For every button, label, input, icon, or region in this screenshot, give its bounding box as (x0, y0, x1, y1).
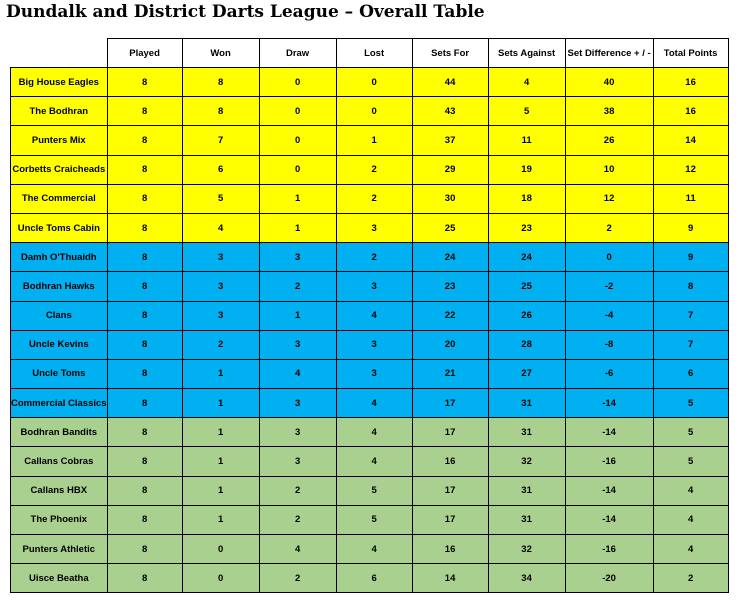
table-row (11, 476, 729, 505)
set-difference-cell: 2 (565, 213, 653, 242)
sets-for-cell: 17 (412, 505, 488, 534)
sets-for-cell: 29 (412, 155, 488, 184)
draw-cell: 3 (259, 389, 336, 418)
draw-cell: 4 (259, 535, 336, 564)
column-header-sets-for: Sets For (412, 39, 488, 68)
sets-for-cell: 16 (412, 447, 488, 476)
sets-for-cell: 22 (412, 301, 488, 330)
table-row (11, 97, 729, 126)
played-cell: 8 (107, 535, 182, 564)
set-difference-cell: -20 (565, 564, 653, 593)
won-cell: 1 (182, 447, 259, 476)
team-name-cell: Uisce Beatha (11, 564, 108, 593)
sets-for-cell: 21 (412, 359, 488, 388)
team-name-cell: The Bodhran (11, 97, 108, 126)
team-name-cell: Big House Eagles (11, 68, 108, 97)
set-difference-cell: 40 (565, 68, 653, 97)
sets-against-cell: 19 (488, 155, 565, 184)
set-difference-cell: -16 (565, 535, 653, 564)
sets-against-cell: 26 (488, 301, 565, 330)
sets-for-cell: 17 (412, 476, 488, 505)
table-row (11, 447, 729, 476)
sets-against-cell: 24 (488, 243, 565, 272)
total-points-cell: 16 (653, 68, 728, 97)
draw-cell: 0 (259, 126, 336, 155)
won-cell: 2 (182, 330, 259, 359)
table-row (11, 155, 729, 184)
draw-cell: 2 (259, 476, 336, 505)
set-difference-cell: 10 (565, 155, 653, 184)
draw-cell: 3 (259, 447, 336, 476)
lost-cell: 4 (336, 535, 412, 564)
won-cell: 4 (182, 213, 259, 242)
draw-cell: 3 (259, 330, 336, 359)
set-difference-cell: -14 (565, 389, 653, 418)
sets-for-cell: 20 (412, 330, 488, 359)
lost-cell: 5 (336, 505, 412, 534)
table-row (11, 389, 729, 418)
lost-cell: 4 (336, 418, 412, 447)
team-name-cell: Bodhran Hawks (11, 272, 108, 301)
draw-cell: 2 (259, 505, 336, 534)
won-cell: 1 (182, 418, 259, 447)
column-header-set-difference: Set Difference + / - (565, 39, 653, 68)
sets-for-cell: 25 (412, 213, 488, 242)
set-difference-cell: 38 (565, 97, 653, 126)
table-row (11, 359, 729, 388)
total-points-cell: 11 (653, 184, 728, 213)
draw-cell: 3 (259, 243, 336, 272)
sets-for-cell: 44 (412, 68, 488, 97)
won-cell: 1 (182, 505, 259, 534)
table-body (11, 68, 729, 593)
total-points-cell: 7 (653, 301, 728, 330)
played-cell: 8 (107, 155, 182, 184)
lost-cell: 4 (336, 301, 412, 330)
sets-for-cell: 37 (412, 126, 488, 155)
set-difference-cell: -16 (565, 447, 653, 476)
played-cell: 8 (107, 126, 182, 155)
total-points-cell: 6 (653, 359, 728, 388)
lost-cell: 2 (336, 184, 412, 213)
draw-cell: 3 (259, 418, 336, 447)
table-row (11, 418, 729, 447)
page-title: Dundalk and District Darts League – Overall Table (6, 2, 485, 22)
header-corner (11, 39, 108, 68)
draw-cell: 4 (259, 359, 336, 388)
column-header-played: Played (107, 39, 182, 68)
set-difference-cell: -4 (565, 301, 653, 330)
set-difference-cell: -6 (565, 359, 653, 388)
won-cell: 0 (182, 535, 259, 564)
total-points-cell: 8 (653, 272, 728, 301)
draw-cell: 1 (259, 213, 336, 242)
column-header-won: Won (182, 39, 259, 68)
played-cell: 8 (107, 359, 182, 388)
set-difference-cell: 0 (565, 243, 653, 272)
played-cell: 8 (107, 97, 182, 126)
lost-cell: 3 (336, 213, 412, 242)
sets-against-cell: 27 (488, 359, 565, 388)
total-points-cell: 9 (653, 243, 728, 272)
team-name-cell: The Phoenix (11, 505, 108, 534)
table-row (11, 126, 729, 155)
total-points-cell: 4 (653, 535, 728, 564)
won-cell: 0 (182, 564, 259, 593)
set-difference-cell: -14 (565, 476, 653, 505)
sets-for-cell: 17 (412, 418, 488, 447)
sets-for-cell: 24 (412, 243, 488, 272)
total-points-cell: 2 (653, 564, 728, 593)
draw-cell: 2 (259, 272, 336, 301)
total-points-cell: 5 (653, 447, 728, 476)
table-row (11, 505, 729, 534)
draw-cell: 0 (259, 68, 336, 97)
lost-cell: 2 (336, 243, 412, 272)
table-row (11, 213, 729, 242)
total-points-cell: 4 (653, 505, 728, 534)
total-points-cell: 4 (653, 476, 728, 505)
sets-against-cell: 31 (488, 476, 565, 505)
draw-cell: 0 (259, 155, 336, 184)
won-cell: 3 (182, 272, 259, 301)
total-points-cell: 14 (653, 126, 728, 155)
lost-cell: 0 (336, 68, 412, 97)
won-cell: 6 (182, 155, 259, 184)
set-difference-cell: -8 (565, 330, 653, 359)
sets-against-cell: 18 (488, 184, 565, 213)
team-name-cell: Punters Mix (11, 126, 108, 155)
team-name-cell: Uncle Toms (11, 359, 108, 388)
team-name-cell: Punters Athletic (11, 535, 108, 564)
won-cell: 1 (182, 359, 259, 388)
draw-cell: 1 (259, 184, 336, 213)
sets-for-cell: 14 (412, 564, 488, 593)
total-points-cell: 16 (653, 97, 728, 126)
won-cell: 5 (182, 184, 259, 213)
lost-cell: 3 (336, 359, 412, 388)
played-cell: 8 (107, 330, 182, 359)
sets-against-cell: 28 (488, 330, 565, 359)
total-points-cell: 12 (653, 155, 728, 184)
played-cell: 8 (107, 301, 182, 330)
team-name-cell: Callans HBX (11, 476, 108, 505)
table-header-row (11, 39, 729, 68)
league-table (10, 38, 729, 593)
lost-cell: 2 (336, 155, 412, 184)
team-name-cell: Damh O'Thuaidh (11, 243, 108, 272)
lost-cell: 0 (336, 97, 412, 126)
played-cell: 8 (107, 476, 182, 505)
set-difference-cell: 12 (565, 184, 653, 213)
played-cell: 8 (107, 184, 182, 213)
total-points-cell: 7 (653, 330, 728, 359)
lost-cell: 3 (336, 330, 412, 359)
sets-against-cell: 32 (488, 447, 565, 476)
won-cell: 1 (182, 389, 259, 418)
column-header-lost: Lost (336, 39, 412, 68)
draw-cell: 1 (259, 301, 336, 330)
sets-for-cell: 23 (412, 272, 488, 301)
team-name-cell: Clans (11, 301, 108, 330)
total-points-cell: 5 (653, 389, 728, 418)
won-cell: 3 (182, 301, 259, 330)
column-header-sets-against: Sets Against (488, 39, 565, 68)
table-row (11, 272, 729, 301)
set-difference-cell: -2 (565, 272, 653, 301)
sets-against-cell: 32 (488, 535, 565, 564)
sets-against-cell: 34 (488, 564, 565, 593)
played-cell: 8 (107, 447, 182, 476)
sets-for-cell: 30 (412, 184, 488, 213)
won-cell: 3 (182, 243, 259, 272)
sets-against-cell: 23 (488, 213, 565, 242)
played-cell: 8 (107, 389, 182, 418)
total-points-cell: 9 (653, 213, 728, 242)
played-cell: 8 (107, 418, 182, 447)
table-row (11, 301, 729, 330)
sets-for-cell: 16 (412, 535, 488, 564)
table-row (11, 330, 729, 359)
lost-cell: 4 (336, 389, 412, 418)
sets-for-cell: 17 (412, 389, 488, 418)
sets-against-cell: 4 (488, 68, 565, 97)
won-cell: 8 (182, 68, 259, 97)
lost-cell: 6 (336, 564, 412, 593)
team-name-cell: Uncle Kevins (11, 330, 108, 359)
table-row (11, 535, 729, 564)
played-cell: 8 (107, 505, 182, 534)
draw-cell: 2 (259, 564, 336, 593)
won-cell: 7 (182, 126, 259, 155)
sets-for-cell: 43 (412, 97, 488, 126)
played-cell: 8 (107, 272, 182, 301)
team-name-cell: Commercial Classics (11, 389, 108, 418)
sets-against-cell: 31 (488, 418, 565, 447)
team-name-cell: Bodhran Bandits (11, 418, 108, 447)
sets-against-cell: 5 (488, 97, 565, 126)
played-cell: 8 (107, 68, 182, 97)
played-cell: 8 (107, 213, 182, 242)
set-difference-cell: 26 (565, 126, 653, 155)
team-name-cell: Uncle Toms Cabin (11, 213, 108, 242)
set-difference-cell: -14 (565, 418, 653, 447)
column-header-total-points: Total Points (653, 39, 728, 68)
table-row (11, 184, 729, 213)
played-cell: 8 (107, 564, 182, 593)
lost-cell: 3 (336, 272, 412, 301)
sets-against-cell: 25 (488, 272, 565, 301)
sets-against-cell: 11 (488, 126, 565, 155)
table-row (11, 68, 729, 97)
column-header-draw: Draw (259, 39, 336, 68)
team-name-cell: Callans Cobras (11, 447, 108, 476)
lost-cell: 5 (336, 476, 412, 505)
lost-cell: 1 (336, 126, 412, 155)
team-name-cell: The Commercial (11, 184, 108, 213)
sets-against-cell: 31 (488, 389, 565, 418)
set-difference-cell: -14 (565, 505, 653, 534)
lost-cell: 4 (336, 447, 412, 476)
table-row (11, 243, 729, 272)
total-points-cell: 5 (653, 418, 728, 447)
table-row (11, 564, 729, 593)
played-cell: 8 (107, 243, 182, 272)
sets-against-cell: 31 (488, 505, 565, 534)
won-cell: 1 (182, 476, 259, 505)
won-cell: 8 (182, 97, 259, 126)
team-name-cell: Corbetts Craicheads (11, 155, 108, 184)
draw-cell: 0 (259, 97, 336, 126)
